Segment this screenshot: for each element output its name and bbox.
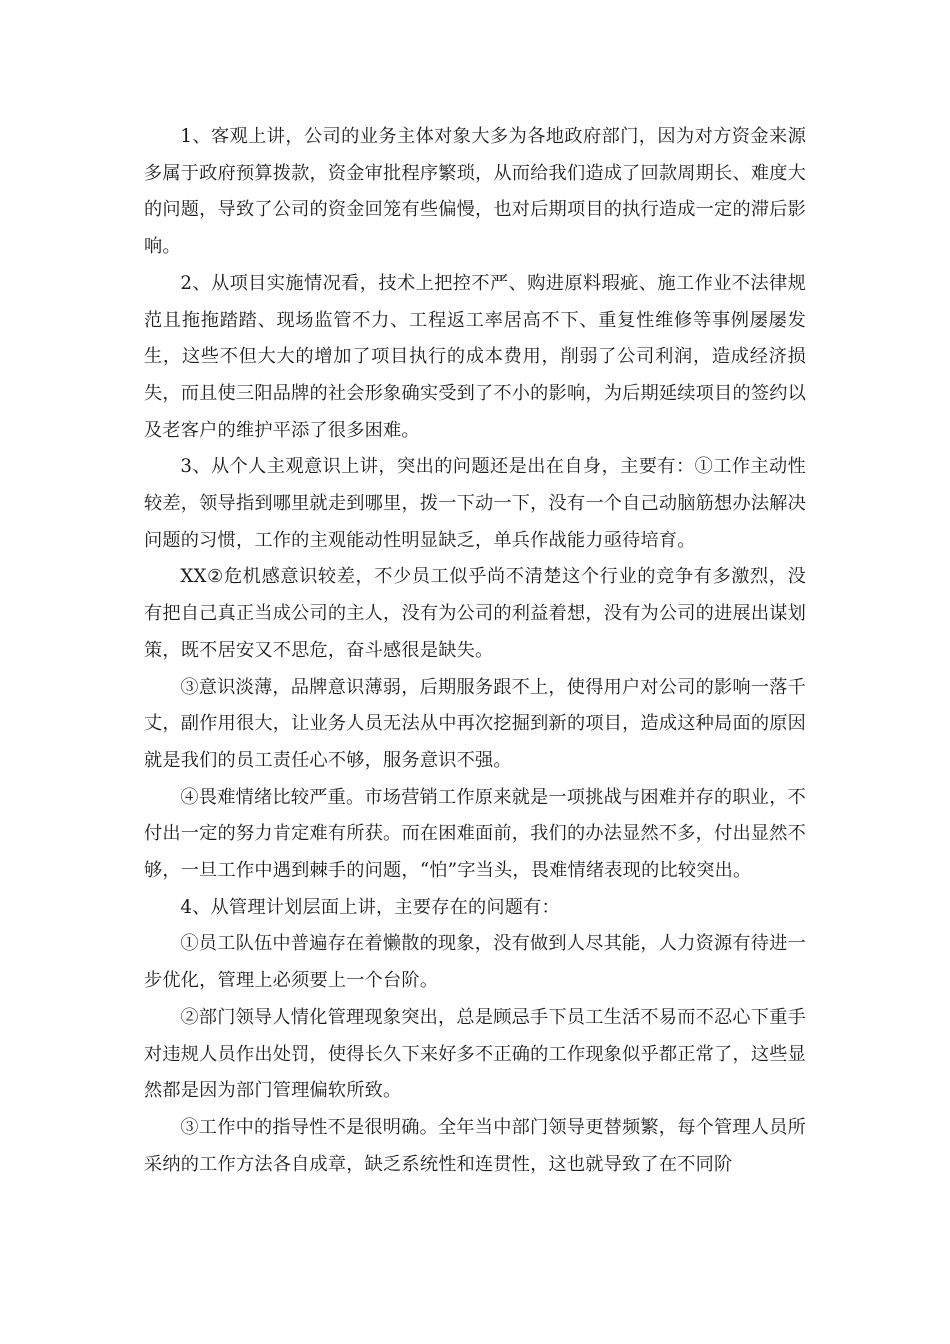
paragraph-5: ③意识淡薄，品牌意识薄弱，后期服务跟不上，使得用户对公司的影响一落千丈，副作用很大，让业务人员无法从中再次挖掘到新的项目，造成这种局面的原因就是我们的员工责任心不够，服务意识不强。 [144, 676, 806, 771]
paragraph-2: 2、从项目实施情况看，技术上把控不严、购进原料瑕疵、施工作业不法律规范且拖拖踏踏、现场监管不力、工程返工率居高不下、重复性维修等事例屡屡发生，这些不但大大的增加了项目执行的成本费用，削弱了公司利润，造成经济损失，而且使三阳品牌的社会形象确实受到了不小的影响，为后期延续项目的签约以及老客户的维护平添了很多困难。 [144, 272, 806, 441]
paragraph-7: 4、从管理计划层面上讲，主要存在的问题有： [180, 896, 560, 918]
paragraph-3: 3、从个人主观意识上讲，突出的问题还是出在自身，主要有：①工作主动性较差，领导指到哪里就走到哪里，拨一下动一下，没有一个自己动脑筋想办法解决问题的习惯，工作的主观能动性明显缺乏，单兵作战能力亟待培育。 [144, 456, 806, 551]
paragraph-4: XX②危机感意识较差，不少员工似乎尚不清楚这个行业的竞争有多激烈，没有把自己真正当成公司的主人，没有为公司的利益着想，没有为公司的进展出谋划策，既不居安又不思危，奋斗感很是缺失。 [144, 566, 806, 661]
paragraph-1: 1、客观上讲，公司的业务主体对象大多为各地政府部门，因为对方资金来源多属于政府预算拨款，资金审批程序繁琐，从而给我们造成了回款周期长、难度大的问题，导致了公司的资金回笼有些偏慢，也对后期项目的执行造成一定的滞后影响。 [144, 126, 806, 258]
paragraph-10: ③工作中的指导性不是很明确。全年当中部门领导更替频繁，每个管理人员所采纳的工作方法各自成章，缺乏系统性和连贯性，这也就导致了在不同阶 [144, 1116, 806, 1175]
document-body [144, 119, 806, 1183]
paragraph-6: ④畏难情绪比较严重。市场营销工作原来就是一项挑战与困难并存的职业，不付出一定的努力肯定难有所获。而在困难面前，我们的办法显然不多，付出显然不够，一旦工作中遇到棘手的问题，“怕”字当头，畏难情绪表现的比较突出。 [144, 786, 806, 882]
paragraph-8: ①员工队伍中普遍存在着懒散的现象，没有做到人尽其能，人力资源有待进一步优化，管理上必须要上一个台阶。 [144, 933, 806, 992]
paragraph-9: ②部门领导人情化管理现象突出，总是顾忌手下员工生活不易而不忍心下重手对违规人员作出处罚，使得长久下来好多不正确的工作现象似乎都正常了，这些显然都是因为部门管理偏软所致。 [144, 1006, 806, 1102]
